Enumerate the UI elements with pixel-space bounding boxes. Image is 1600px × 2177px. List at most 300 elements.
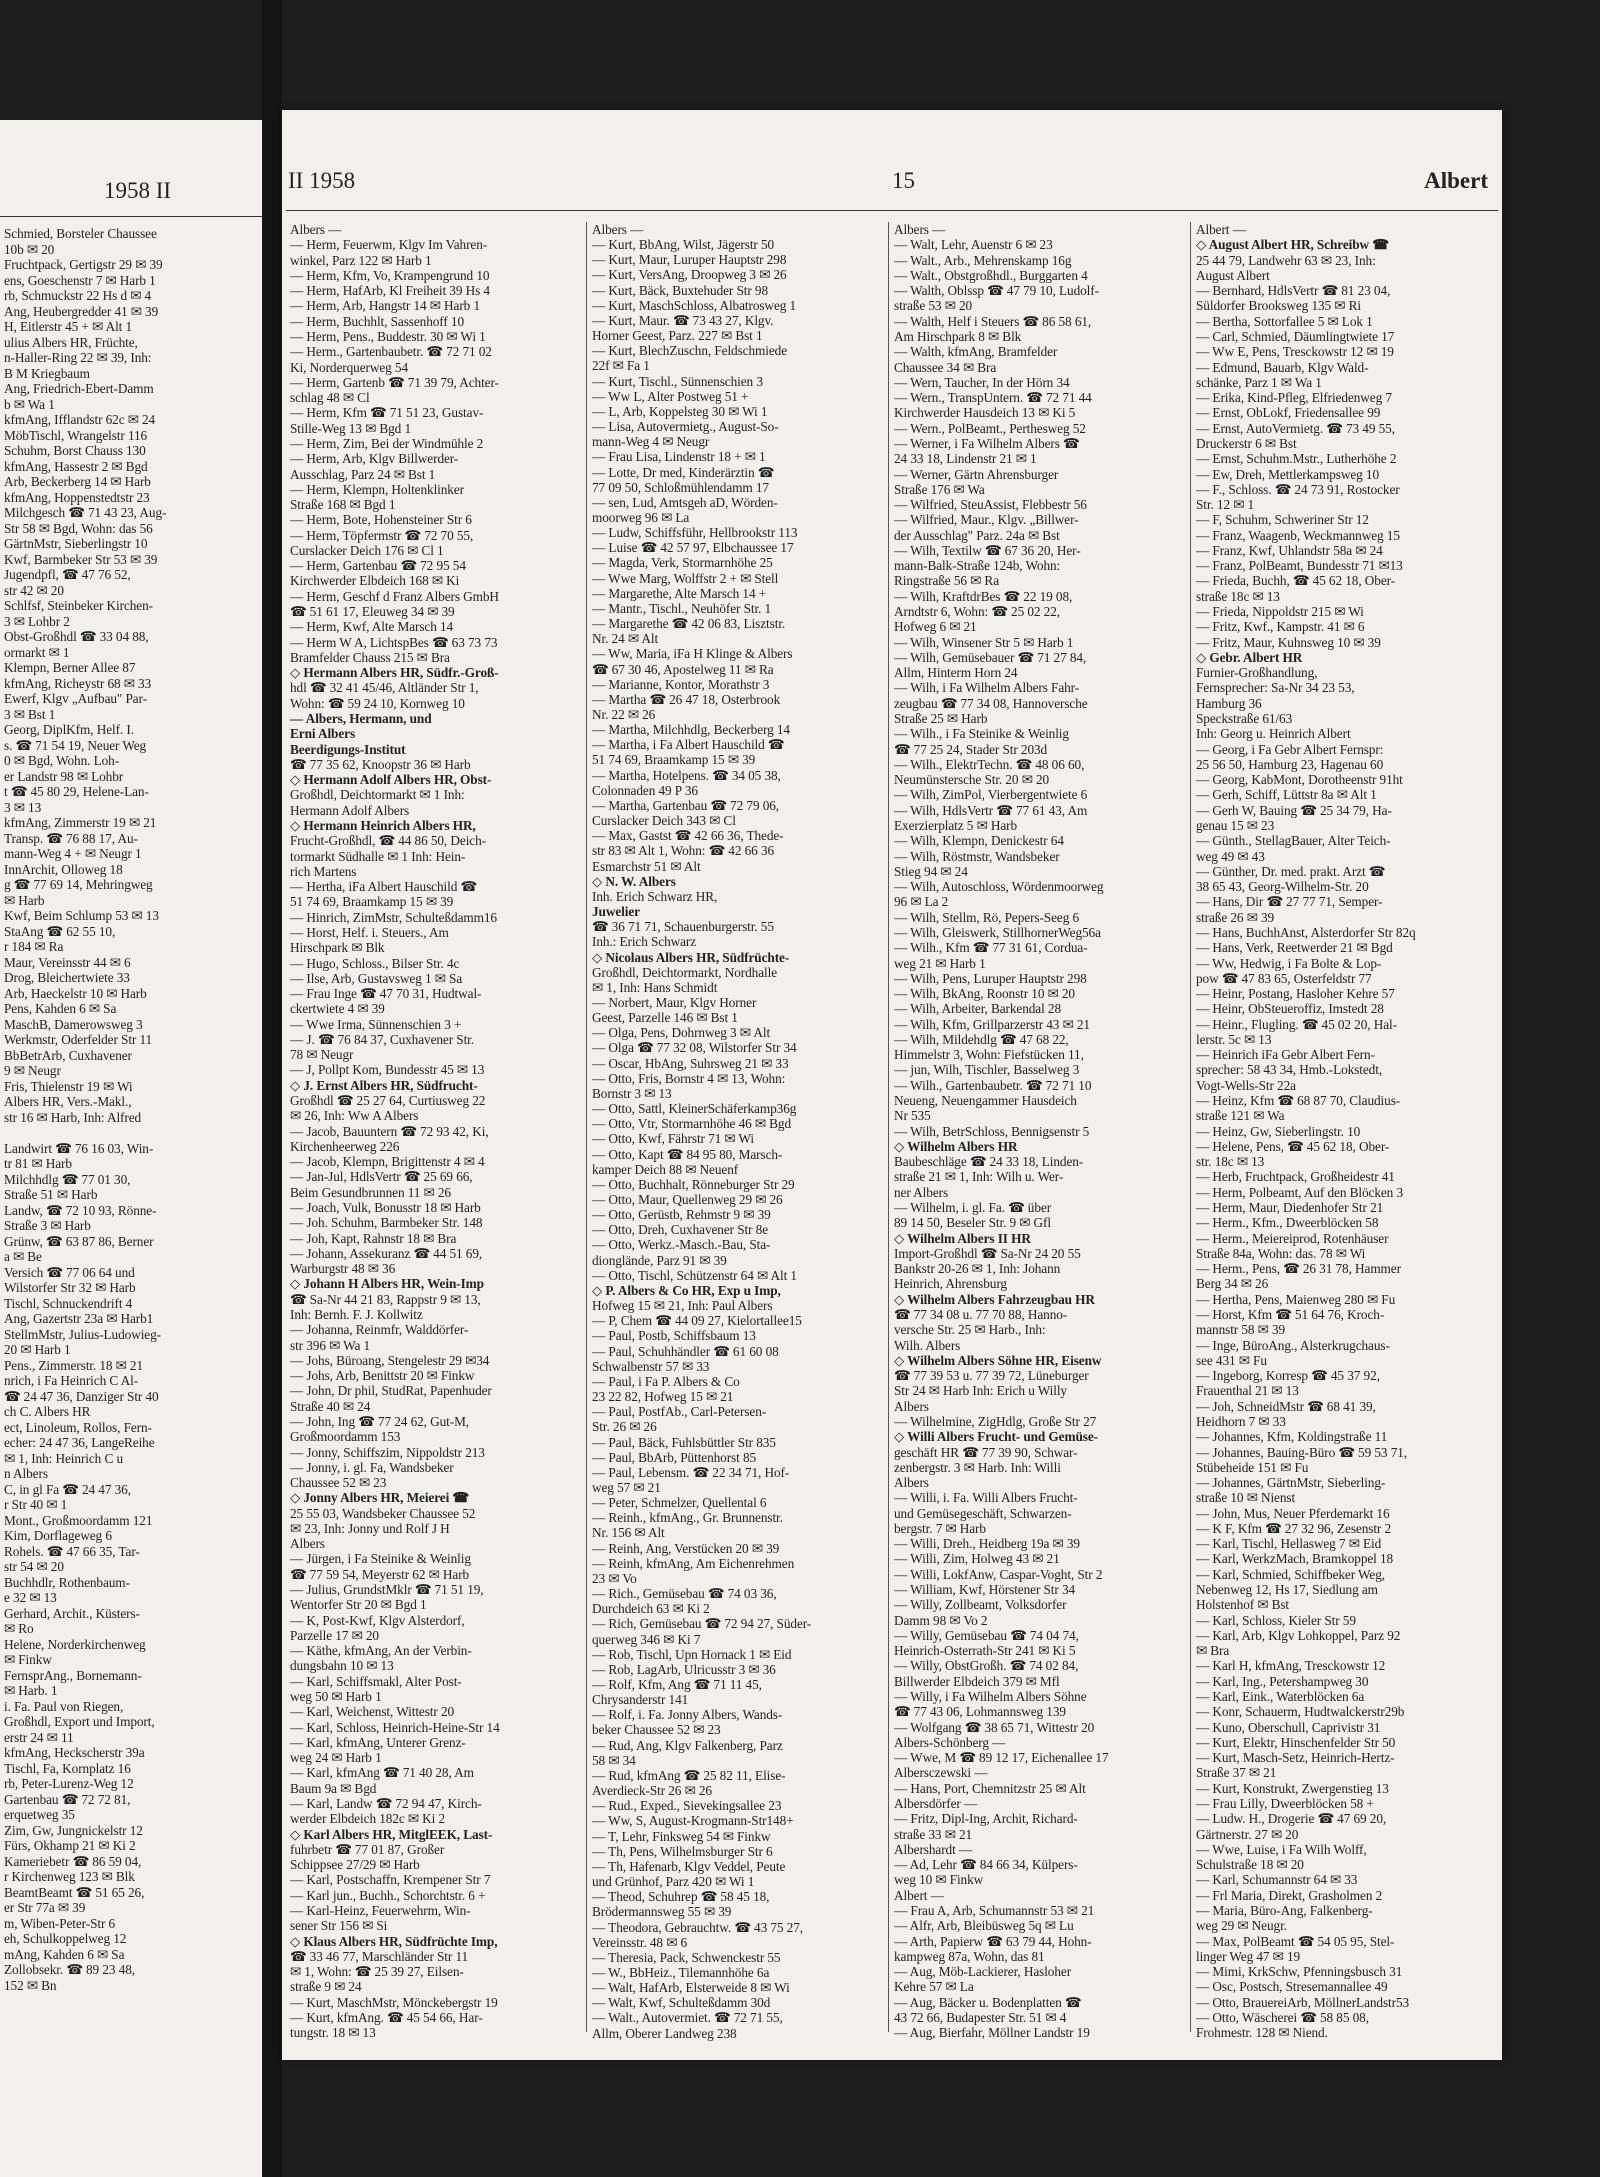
directory-entry-line: Schulstraße 18 ✉ 20 [1196,1857,1304,1873]
directory-entry-line: Arb, Haeckelstr 10 ✉ Harb [4,985,147,1001]
directory-entry-line: — John, Dr phil, StudRat, Papenhuder [290,1383,492,1399]
directory-entry-line: Grünw, ☎ 63 87 86, Berner [4,1233,154,1249]
directory-entry-line: — Wilh, Klempn, Denickestr 64 [894,833,1064,849]
directory-entry-line: Baubeschläge ☎ 24 33 18, Linden- [894,1154,1084,1170]
directory-entry-line: — Kurt, MaschSchloss, Albatrosweg 1 [592,297,797,313]
directory-entry-line: — Joach, Vulk, Bonusstr 18 ✉ Harb [290,1200,481,1215]
directory-entry-line: genau 15 ✉ 23 [1196,817,1275,833]
directory-entry-line: Milchhdlg ☎ 77 01 30, [4,1171,131,1187]
directory-entry-line: — Mantr., Tischl., Neuhöfer Str. 1 [592,600,772,616]
directory-entry-line: Wilh. Albers [894,1337,961,1353]
directory-entry-line: ◇ Klaus Albers HR, Südfrüchte Imp, [290,1933,498,1949]
directory-entry-line: — Walt., Autovermiet. ☎ 72 71 55, [592,2010,783,2026]
directory-entry-line: ✉ Ro [4,1621,34,1636]
directory-entry-line: — Ww L, Alter Postweg 51 + [592,388,749,404]
directory-column-4 [1196,222,1496,2040]
directory-entry-line: rich Martens [290,863,357,879]
directory-entry-line: ☎ 24 47 36, Danziger Str 40 [4,1388,159,1404]
directory-entry-line: — Wern., TranspUntern. ☎ 72 71 44 [894,390,1092,406]
directory-entry-line: — Frieda, Nippoldstr 215 ✉ Wi [1196,604,1364,620]
directory-entry-line: Wentorfer Str 20 ✉ Bgd 1 [290,1597,427,1613]
directory-entry-line: — Wilh, BetrSchloss, Bennigsenstr 5 [894,1123,1090,1139]
directory-entry-line: — Otto, Kwf, Fährstr 71 ✉ Wi [592,1131,754,1147]
directory-entry-line: Albersczewski — [894,1765,988,1781]
directory-entry-line: — Jonny, Schiffszim, Nippoldstr 213 [290,1444,485,1460]
directory-entry-line: str 16 ✉ Harb, Inh: Alfred [4,1109,142,1125]
directory-entry-line: 77 09 50, Schloßmühlendamm 17 [592,479,769,495]
directory-entry-line: — Gerh W, Bauing ☎ 25 34 79, Ha- [1196,802,1392,818]
directory-entry-line: ☎ 33 46 77, Marschländer Str 11 [290,1948,469,1964]
directory-entry-line: Großhdl ☎ 25 27 64, Curtiusweg 22 [290,1093,486,1109]
directory-entry-line: — Ad, Lehr ☎ 84 66 34, Külpers- [894,1857,1078,1873]
directory-entry-line: — Willi, LokfAnw, Caspar-Voght, Str 2 [894,1566,1103,1582]
directory-entry-line: Beim Gesundbrunnen 11 ✉ 26 [290,1184,451,1200]
directory-entry-line: — Walt, Lehr, Auenstr 6 ✉ 23 [894,237,1053,253]
directory-entry-line: — Herm, Arb, Klgv Billwerder- [290,451,459,467]
directory-entry-line: 89 14 50, Beseler Str. 9 ✉ Gfl [894,1215,1051,1231]
directory-entry-line: Kwf, Beim Schlump 53 ✉ 13 [4,908,159,923]
directory-entry-line: erquetweg 35 [4,1807,75,1822]
directory-entry-line: — John, Ing ☎ 77 24 62, Gut-M, [290,1413,470,1429]
directory-entry-line [4,1125,260,1141]
directory-entry-line: ormarkt ✉ 1 [4,644,70,660]
directory-entry-line: Neueng, Neuengammer Hausdeich [894,1093,1077,1109]
directory-entry-line: Kameriebetr ☎ 86 59 04, [4,1853,142,1869]
directory-entry-line: — Marianne, Kontor, Morathstr 3 [592,676,770,692]
directory-entry-line: Albers — [290,222,342,237]
directory-entry-line: — Ernst, ObLokf, Friedensallee 99 [1196,405,1381,421]
directory-entry-line: hdl ☎ 32 41 45/46, Altländer Str 1, [290,680,479,696]
directory-entry-line: ✉ Finkw [4,1652,52,1667]
directory-entry-line: ◇ Wilhelm Albers Fahrzeugbau HR [894,1291,1095,1307]
directory-entry-line: str 54 ✉ 20 [4,1559,64,1574]
directory-entry-line: — Horst, Kfm ☎ 51 64 76, Kroch- [1196,1306,1385,1322]
directory-entry-line: Gartenbau ☎ 72 72 81, [4,1791,131,1807]
directory-entry-line: — Kurt, BlechZuschn, Feldschmiede [592,343,788,359]
directory-entry-line: — Hinrich, ZimMstr, Schulteßdamm16 [290,909,497,925]
directory-entry-line: Schlfsf, Steinbeker Kirchen- [4,598,153,613]
directory-entry-line: — Otto, Gerüstb, Rehmstr 9 ✉ 39 [592,1207,771,1223]
directory-entry-line: ◇ N. W. Albers [592,873,676,889]
directory-entry-line: Fris, Thielenstr 19 ✉ Wi [4,1078,133,1094]
book-gutter [262,0,282,2177]
directory-entry-line: Stübeheide 151 ✉ Fu [1196,1459,1309,1475]
directory-entry-line: kfmAng, Richeystr 68 ✉ 33 [4,675,152,691]
directory-entry-line: — Heinr, ObSteueroffiz, Imstedt 28 [1196,1001,1384,1017]
running-head: Albert [1424,168,1488,193]
directory-entry-line: — Heinz, Gw, Sieberlingstr. 10 [1196,1123,1361,1139]
directory-entry-line: 23 22 82, Hofweg 15 ✉ 21 [592,1389,734,1405]
page-number: 15 [892,168,915,193]
directory-entry-line: ✉ 1, Wohn: ☎ 25 39 27, Eilsen- [290,1964,464,1980]
directory-entry-line: ◇ Wilhelm Albers II HR [894,1230,1031,1246]
directory-entry-line: MöbTischl, Wrangelstr 116 [4,427,148,443]
directory-entry-line: — Herm, HafArb, Kl Freiheit 39 Hs 4 [290,283,490,299]
directory-entry-line: — Karl, Schmied, Schiffbeker Weg, [1196,1566,1386,1582]
directory-entry-line: i. Fa. Paul von Riegen, [4,1698,124,1714]
directory-entry-line: — W., BbHeiz., Tilemannhöhe 6a [592,1964,770,1980]
directory-entry-line: — Hertha, Pens, Maienweg 280 ✉ Fu [1196,1291,1396,1307]
left-header-rule [0,216,262,217]
directory-entry-line: — Gerh, Schiff, Lüttstr 8a ✉ Alt 1 [1196,787,1377,803]
directory-entry-line: Himmelstr 3, Wohn: Fiefstücken 11, [894,1047,1084,1063]
directory-entry-line: — Fritz, Maur, Kuhnsweg 10 ✉ 39 [1196,634,1381,650]
directory-entry-line: — Herm, Gartenb ☎ 71 39 79, Achter- [290,374,499,390]
directory-entry-line: — Franz, PolBeamt, Bundesstr 71 ✉13 [1196,558,1403,574]
directory-entry-line: Parzelle 17 ✉ 20 [290,1627,379,1643]
directory-entry-line: — Wilfried, SteuAssist, Flebbestr 56 [894,497,1087,513]
directory-entry-line: Kirchwerder Hausdeich 13 ✉ Ki 5 [894,405,1076,421]
directory-entry-line: ✉ 1, Inh: Heinrich C u [4,1450,123,1466]
directory-entry-line: Großmoordamm 153 [290,1429,401,1445]
directory-entry-line: — Wilh, Autoschloss, Wördenmoorweg [894,879,1104,895]
directory-entry-line: — Heinz, Kfm ☎ 68 87 70, Claudius- [1196,1093,1401,1109]
directory-entry-line: — Karl, Postschaffn, Krempener Str 7 [290,1872,491,1888]
directory-entry-line: — Ew, Dreh, Mettlerkampsweg 10 [1196,466,1379,482]
column-divider-2 [888,222,889,2032]
directory-entry-line: — Johanna, Reinmfr, Walddörfer- [290,1322,469,1338]
directory-entry-line: Chaussee 52 ✉ 23 [290,1475,387,1491]
directory-entry-line: — Karl, kfmAng ☎ 71 40 28, Am [290,1765,474,1781]
directory-entry-line: Ewerf, Klgv „Aufbau" Par- [4,691,147,706]
directory-entry-line: — Arth, Papierw ☎ 63 79 44, Hohn- [894,1933,1092,1949]
directory-entry-line: lerstr. 5c ✉ 13 [1196,1031,1272,1047]
directory-entry-line: — Julius, GrundstMklr ☎ 71 51 19, [290,1582,484,1598]
directory-entry-line: Geest, Parzelle 146 ✉ Bst 1 [592,1010,738,1026]
directory-entry-line: Allm, Oberer Landweg 238 [592,2025,737,2041]
right-page [282,110,1502,2060]
directory-entry-line: — Ludw, Schiffsführ, Hellbrookstr 113 [592,525,798,541]
directory-entry-line: — Herm, Bote, Hohensteiner Str 6 [290,512,472,528]
directory-entry-line: — Willi, Zim, Holweg 43 ✉ 21 [894,1551,1060,1567]
directory-entry-line: 3 ✉ Bst 1 [4,706,56,722]
directory-entry-line: Kirchwerder Elbdeich 168 ✉ Ki [290,573,460,589]
directory-entry-line: mannstr 58 ✉ 39 [1196,1322,1286,1338]
directory-entry-line: Druckerstr 6 ✉ Bst [1196,435,1297,451]
directory-entry-line: 152 ✉ Bn [4,1977,57,1993]
directory-entry-line: Hamburg 36 [1196,695,1262,711]
directory-entry-line: Schmied, Borsteler Chaussee [4,226,157,241]
directory-entry-line: — Inge, BüroAng., Alsterkrugchaus- [1196,1337,1390,1353]
directory-entry-line: — Otto, Sattl, KleinerSchäferkamp36g [592,1101,797,1117]
directory-entry-line: — Ww, Maria, iFa H Klinge & Albers [592,646,793,662]
directory-entry-line: Straße 176 ✉ Wa [894,481,985,497]
directory-entry-line: ◇ Nicolaus Albers HR, Südfrüchte- [592,949,790,965]
directory-entry-line: — Hans, Port, Chemnitzstr 25 ✉ Alt [894,1780,1086,1796]
directory-entry-line: 38 65 43, Georg-Wilhelm-Str. 20 [1196,879,1369,895]
directory-entry-line: — Walth, kfmAng, Bramfelder [894,344,1058,360]
directory-entry-line: tr 81 ✉ Harb [4,1156,72,1171]
directory-entry-line: — Reinh, Ang, Verstücken 20 ✉ 39 [592,1540,780,1556]
directory-entry-line: str 83 ✉ Alt 1, Wohn: ☎ 42 66 36 [592,843,775,859]
directory-entry-line: — Reinh, kfmAng, Am Eichenrehmen [592,1555,795,1571]
directory-entry-line: Warburgstr 48 ✉ 36 [290,1261,396,1277]
directory-entry-line: zeugbau ☎ 77 34 08, Hannoversche [894,695,1088,711]
directory-entry-line: — Johannes, Bauing-Büro ☎ 59 53 71, [1196,1444,1408,1460]
directory-entry-line: 0 ✉ Bgd, Wohn. Loh- [4,753,120,768]
column-divider-1 [586,222,587,2032]
directory-entry-line: — Karl, Ing., Petershampweg 30 [1196,1673,1369,1689]
directory-entry-line: Kirchenheerweg 226 [290,1138,400,1154]
directory-entry-line: mAng, Kahden 6 ✉ Sa [4,1946,125,1962]
directory-entry-line: — Magda, Verk, Stormarnhöhe 25 [592,555,773,571]
directory-entry-line: — Johann, Assekuranz ☎ 44 51 69, [290,1245,483,1261]
directory-entry-line: — Rud, Ang, Klgv Falkenberg, Parz [592,1737,783,1753]
directory-entry-line: Nr. 24 ✉ Alt [592,631,659,647]
directory-entry-line: — Walt., Obstgroßhdl., Burggarten 4 [894,267,1088,283]
directory-entry-line: Versich ☎ 77 06 64 und [4,1264,135,1280]
directory-entry-line: — Martha, Milchhdlg, Beckerberg 14 [592,722,790,738]
directory-entry-line: — Bertha, Sottorfallee 5 ✉ Lok 1 [1196,313,1373,329]
directory-entry-line: moorweg 96 ✉ La [592,509,690,525]
directory-entry-line: Fernsprecher: Sa-Nr 34 23 53, [1196,680,1355,696]
directory-entry-line: — Hugo, Schloss., Bilser Str. 4c [290,955,460,971]
directory-entry-line: ◇ Hermann Heinrich Albers HR, [290,817,476,833]
directory-entry-line: Zollobsekr. ☎ 89 23 48, [4,1962,135,1977]
directory-entry-line: beker Chaussee 52 ✉ 23 [592,1722,721,1738]
directory-entry-line: — Wolfgang ☎ 38 65 71, Wittestr 20 [894,1719,1095,1735]
directory-entry-line: Albers HR, Vers.-Makl., [4,1094,132,1109]
directory-entry-line: weg 57 ✉ 21 [592,1479,661,1495]
directory-entry-line: — Fritz, Kwf., Kampstr. 41 ✉ 6 [1196,619,1365,635]
directory-entry-line: — Rich., Gemüsebau ☎ 74 03 36, [592,1586,777,1602]
directory-entry-line: — Martha, Hotelpens. ☎ 34 05 38, [592,767,781,783]
directory-entry-line: — Werner, i Fa Wilhelm Albers ☎ [894,435,1080,451]
directory-entry-line: — Mimi, KrkSchw, Pfenningsbusch 31 [1196,1964,1403,1980]
directory-entry-line: — Kurt, Konstrukt, Zwergenstieg 13 [1196,1780,1389,1796]
directory-entry-line: — Theodora, Gebrauchtw. ☎ 43 75 27, [592,1919,803,1935]
directory-entry-line: — Günther, Dr. med. prakt. Arzt ☎ [1196,863,1386,879]
directory-entry-line: — Otto, Werkz.-Masch.-Bau, Sta- [592,1237,771,1253]
directory-entry-line: — Paul, Bäck, Fuhlsbüttler Str 835 [592,1434,776,1450]
directory-entry-line: — Willy, Gemüsebau ☎ 74 04 74, [894,1627,1079,1643]
directory-entry-line: — Herm, Kwf, Alte Marsch 14 [290,619,454,635]
directory-entry-line: Ausschlag, Parz 24 ✉ Bst 1 [290,466,436,482]
directory-entry-line: — Wilh, i Fa Wilhelm Albers Fahr- [894,680,1080,696]
directory-entry-line: — Otto, Kapt ☎ 84 95 80, Marsch- [592,1146,783,1162]
directory-entry-line: 24 33 18, Lindenstr 21 ✉ 1 [894,451,1037,467]
directory-entry-line: weg 10 ✉ Finkw [894,1872,984,1888]
directory-entry-line: — Erika, Kind-Pfleg, Elfriedenweg 7 [1196,390,1392,406]
directory-entry-line: Schippsee 27/29 ✉ Harb [290,1857,420,1873]
directory-entry-line: Brödermannsweg 55 ✉ 39 [592,1904,732,1920]
directory-entry-line: ✉ Harb. 1 [4,1683,58,1698]
directory-entry-line: — Norbert, Maur, Klgv Horner [592,994,757,1010]
directory-entry-line: — Karl, Weichenst, Wittestr 20 [290,1704,455,1720]
directory-entry-line: — Wilh, Pens, Luruper Hauptstr 298 [894,970,1087,986]
directory-entry-line: 3 ✉ 13 [4,799,42,815]
directory-entry-line: — Herm, Zim, Bei der Windmühle 2 [290,435,484,451]
directory-entry-line: — Herm., Pens, ☎ 26 31 78, Hammer [1196,1261,1401,1277]
directory-entry-line: — Wilh., i Fa Steinike & Weinlig [894,726,1069,742]
directory-column-1 [290,222,582,2040]
directory-entry-line: — P, Chem ☎ 44 09 27, Kielortallee15 [592,1313,802,1329]
directory-entry-line: — Kurt, Masch-Setz, Heinrich-Hertz- [1196,1750,1395,1766]
directory-entry-line: Kehre 57 ✉ La [894,1979,974,1995]
directory-entry-line: — Otto, Vtr, Stormarnhöhe 46 ✉ Bgd [592,1116,792,1132]
directory-entry-line: — Wilh, Mildehdlg ☎ 47 68 22, [894,1031,1069,1047]
directory-entry-line: Süldorfer Brooksweg 135 ✉ Ri [1196,298,1361,314]
directory-entry-line: ☎ 51 61 17, Eleuweg 34 ✉ 39 [290,604,455,620]
directory-entry-line: weg 49 ✉ 43 [1196,848,1265,864]
directory-entry-line: — Otto, BrauereiArb, MöllnerLandstr53 [1196,1994,1410,2010]
directory-entry-line: Straße 40 ✉ 24 [290,1398,371,1414]
directory-entry-line: Erni Albers [290,726,356,742]
directory-entry-line: Mont., Großmoordamm 121 [4,1512,153,1528]
left-page-header: 1958 II [104,178,172,203]
directory-entry-line: — Frau Lisa, Lindenstr 18 + ✉ 1 [592,449,766,465]
directory-entry-line: ect, Linoleum, Rollos, Fern- [4,1419,152,1435]
directory-entry-line: — Lisa, Autovermietg., August-So- [592,419,779,435]
directory-entry-line: — Kurt, MaschMstr, Mönckebergstr 19 [290,1994,498,2010]
directory-entry-line: schlag 48 ✉ Cl [290,390,370,406]
directory-entry-line: — Ww, S, August-Krogmann-Str148+ [592,1813,794,1829]
directory-entry-line: — Otto, Fris, Bornstr 4 ✉ 13, Wohn: [592,1070,786,1086]
directory-entry-line: — Wwe, M ☎ 89 12 17, Eichenallee 17 [894,1750,1109,1766]
directory-entry-line: ✉ 23, Inh: Jonny und Rolf J H [290,1520,450,1536]
directory-entry-line: Nr 535 [894,1108,931,1124]
directory-entry-line: — Ingeborg, Korresp ☎ 45 37 92, [1196,1368,1380,1384]
directory-entry-line: straße 10 ✉ Nienst [1196,1490,1296,1506]
directory-entry-line: Straße 37 ✉ 21 [1196,1765,1277,1781]
directory-entry-line: Großhdl, Export und Import, [4,1714,155,1729]
directory-entry-line: — Kurt, BbAng, Wilst, Jägerstr 50 [592,237,775,253]
directory-entry-line: kfmAng, Zimmerstr 19 ✉ 21 [4,815,157,830]
directory-entry-line: Arndtstr 6, Wohn: ☎ 25 02 22, [894,604,1060,620]
directory-entry-line: Furnier-Großhandlung, [1196,665,1318,681]
directory-entry-line: str 42 ✉ 20 [4,582,64,598]
directory-entry-line: — Wern, Taucher, In der Hörn 34 [894,374,1070,390]
directory-entry-line: kamper Deich 88 ✉ Neuenf [592,1161,739,1177]
directory-entry-line: versche Str. 25 ✉ Harb., Inh: [894,1322,1046,1338]
directory-entry-line: — Herm, Pens., Buddestr. 30 ✉ Wi 1 [290,328,486,344]
directory-entry-line: — Jürgen, i Fa Steinike & Weinlig [290,1551,471,1567]
directory-entry-line: Pens., Zimmerstr. 18 ✉ 21 [4,1357,144,1373]
directory-entry-line: n Albers [4,1466,48,1481]
left-page [0,120,262,2177]
directory-entry-line: — Wwe Marg, Wolffstr 2 + ✉ Stell [592,570,779,586]
directory-entry-line: — Wilh, KraftdrBes ☎ 22 19 08, [894,588,1073,604]
directory-entry-line: Ang, Gazertstr 23a ✉ Harb1 [4,1311,154,1326]
directory-entry-line: querweg 346 ✉ Ki 7 [592,1631,701,1647]
directory-entry-line: Chaussee 34 ✉ Bra [894,359,997,375]
directory-entry-line: 58 ✉ 34 [592,1752,636,1768]
directory-entry-line: — Peter, Schmelzer, Quellental 6 [592,1495,767,1511]
directory-entry-line: — Werner, Gärtn Ahrensburger [894,466,1059,482]
directory-entry-line: Ang, Friedrich-Ebert-Damm [4,381,154,396]
directory-entry-line: — Jacob, Klempn, Brigittenstr 4 ✉ 4 [290,1154,485,1170]
directory-entry-line: — sen, Lud, Amtsgeh aD, Wörden- [592,494,778,510]
directory-entry-line: — Kurt, Tischl., Sünnenschien 3 [592,373,763,389]
directory-entry-line: — Rud, kfmAng ☎ 25 82 11, Elise- [592,1767,786,1783]
directory-entry-line: — Herb, Fruchtpack, Großheidestr 41 [1196,1169,1395,1185]
directory-entry-line: — Jonny, i. gl. Fa, Wandsbeker [290,1459,454,1475]
directory-entry-line: — Martha ☎ 26 47 18, Osterbrook [592,691,781,707]
directory-entry-line: kfmAng, Ifflandstr 62c ✉ 24 [4,412,156,427]
directory-entry-line: — Wwe Irma, Sünnenschien 3 + [290,1016,462,1032]
directory-entry-line: — Paul, Schuhhändler ☎ 61 60 08 [592,1343,779,1359]
directory-entry-line: — Johannes, GärtnMstr, Sieberling- [1196,1475,1386,1491]
directory-entry-line: kfmAng, Hassestr 2 ✉ Bgd [4,458,148,474]
directory-entry-line: — Karl jun., Buchh., Schorchtstr. 6 + [290,1887,486,1903]
directory-entry-line: — J, Pollpt Kom, Bundesstr 45 ✉ 13 [290,1062,485,1078]
directory-entry-line: — Jacob, Bauuntern ☎ 72 93 42, Ki, [290,1123,489,1139]
directory-entry-line: Straße 51 ✉ Harb [4,1187,98,1202]
directory-column-3 [894,222,1186,2040]
directory-entry-line: Gärtnerstr. 27 ✉ 20 [1196,1826,1299,1842]
directory-entry-line: — Jan-Jul, HdlsVertr ☎ 25 69 66, [290,1169,473,1185]
directory-entry-line: FernsprAng., Bornemann- [4,1667,142,1683]
directory-entry-line: — Albers, Hermann, und [290,711,432,726]
directory-entry-line: — Karl, Tischl, Hellasweg 7 ✉ Eid [1196,1536,1382,1552]
directory-entry-line: August Albert [1196,267,1270,283]
directory-entry-line: schänke, Parz 1 ✉ Wa 1 [1196,374,1322,390]
directory-entry-line: C, in gl Fa ☎ 24 47 36, [4,1481,131,1497]
directory-entry-line: Nr. 156 ✉ Alt [592,1525,665,1541]
directory-entry-line: — Wilh., Kfm ☎ 77 31 61, Cordua- [894,940,1088,956]
directory-entry-line: n-Haller-Ring 22 ✉ 39, Inh: [4,350,152,365]
directory-entry-line: ☎ 77 35 62, Knoopstr 36 ✉ Harb [290,756,471,772]
directory-entry-line: Billwerder Elbdeich 379 ✉ Mfl [894,1673,1060,1689]
directory-entry-line: — Margarethe, Alte Marsch 14 + [592,585,767,601]
directory-entry-line: — Oscar, HbAng, Suhrsweg 21 ✉ 33 [592,1055,789,1071]
directory-entry-line: Arb, Beckerberg 14 ✉ Harb [4,474,151,489]
directory-entry-line: m, Wiben-Peter-Str 6 [4,1915,116,1931]
directory-entry-line: Tischl, Fa, Kornplatz 16 [4,1760,131,1776]
directory-entry-line: Exerzierplatz 5 ✉ Harb [894,817,1018,833]
directory-entry-line: 22f ✉ Fa 1 [592,358,650,374]
directory-entry-line: — Rolf, Kfm, Ang ☎ 71 11 45, [592,1677,762,1692]
directory-entry-line: ✉ 26, Inh: Ww A Albers [290,1108,419,1124]
directory-entry-line: — Karl-Heinz, Feuerwehrm, Win- [290,1902,471,1918]
directory-entry-line: ◇ Hermann Adolf Albers HR, Obst- [290,772,492,788]
directory-entry-line: — Willi, Dreh., Heidberg 19a ✉ 39 [894,1536,1080,1552]
right-page-header-left: II 1958 [288,168,356,193]
directory-entry-line: — Georg, KabMont, Dorotheenstr 91ht [1196,772,1403,788]
directory-entry-line: mann-Weg 4 ✉ Neugr [592,434,710,450]
directory-entry-line: straße 18c ✉ 13 [1196,588,1280,604]
directory-entry-line: Chrysanderstr 141 [592,1692,689,1708]
directory-entry-line: Heidhorn 7 ✉ 33 [1196,1413,1286,1429]
directory-entry-line: Stille-Weg 13 ✉ Bgd 1 [290,420,411,436]
directory-entry-line: — Carl, Schmied, Däumlingtwiete 17 [1196,328,1395,344]
directory-entry-line: Ringstraße 56 ✉ Ra [894,573,999,589]
directory-entry-line: Albers — [592,222,644,237]
directory-entry-line: rb, Schmuckstr 22 Hs d ✉ 4 [4,288,152,303]
directory-entry-line: — Otto, Maur, Quellenweg 29 ✉ 26 [592,1192,783,1207]
directory-entry-line: — Georg, i Fa Gebr Albert Fernspr: [1196,741,1384,757]
directory-entry-line: — Rob, Tischl, Upn Hornack 1 ✉ Eid [592,1646,792,1662]
directory-entry-line: — Wilh, HdlsVertr ☎ 77 61 43, Am [894,802,1088,818]
directory-entry-line: — Kurt, Bäck, Buxtehuder Str 98 [592,282,769,298]
directory-entry-line: Fürs, Okhamp 21 ✉ Ki 2 [4,1838,136,1853]
directory-entry-line: — Frieda, Buchh, ☎ 45 62 18, Ober- [1196,573,1396,589]
directory-entry-line: — Herm, Klempn, Holtenklinker [290,481,464,497]
directory-entry-line: — Wilh., ElektrTechn. ☎ 48 06 60, [894,756,1085,772]
directory-entry-line: Landw, ☎ 72 10 93, Rönne- [4,1202,157,1218]
directory-entry-line: Kim, Dorflageweg 6 [4,1528,112,1543]
directory-entry-line: Stieg 94 ✉ 24 [894,863,968,879]
directory-entry-line: — Rich, Gemüsebau ☎ 72 94 27, Süder- [592,1616,812,1632]
directory-entry-line: Drog, Bleichertwiete 33 [4,970,130,985]
directory-entry-line: — Kurt, Elektr, Hinschenfelder Str 50 [1196,1734,1396,1750]
directory-entry-line: Colonnaden 49 P 36 [592,782,698,798]
directory-entry-line: Heinrich, Ahrensburg [894,1276,1007,1292]
directory-entry-line: — Aug, Bierfahr, Möllner Landstr 19 [894,2025,1090,2041]
directory-entry-line: — Helene, Pens, ☎ 45 62 18, Ober- [1196,1138,1390,1154]
directory-entry-line: Albers — [894,222,946,237]
directory-entry-line: — Franz, Waagenb, Weckmannweg 15 [1196,527,1400,543]
